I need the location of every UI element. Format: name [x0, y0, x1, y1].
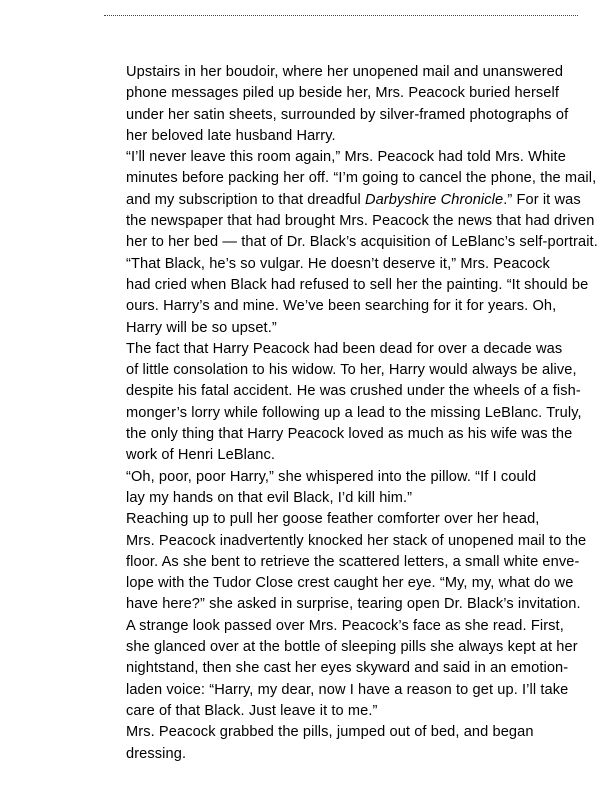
text-line: have here?” she asked in surprise, tearing open Dr. Black’s invitation.	[126, 596, 581, 613]
text-line: “That Black, he’s so vulgar. He doesn’t deserve it,” Mrs. Peacock	[126, 255, 550, 272]
text-segment: .” For it was	[503, 191, 581, 208]
paragraph-5	[104, 467, 580, 510]
text-line: monger’s lorry while following up a lead to the missing LeBlanc. Truly,	[126, 404, 582, 421]
text-line: nightstand, then she cast her eyes skyward and said in an emotion-	[126, 660, 569, 677]
text-line: care of that Black. Just leave it to me.”	[126, 702, 378, 719]
text-line: Mrs. Peacock grabbed the pills, jumped out of bed, and began	[126, 724, 534, 741]
text-line: her to her bed — that of Dr. Black’s acquisition of LeBlanc’s self-portrait.	[126, 234, 598, 251]
text-line: her beloved late husband Harry.	[126, 127, 336, 144]
text-line: Harry will be so upset.”	[126, 319, 277, 336]
text-line: under her satin sheets, surrounded by silver-framed photographs of	[126, 106, 569, 123]
text-line: “Oh, poor, poor Harry,” she whispered into the pillow. “If I could	[126, 468, 537, 485]
text-line: A strange look passed over Mrs. Peacock’s face as she read. First,	[126, 617, 564, 634]
text-line: Upstairs in her boudoir, where her unopened mail and unanswered	[126, 64, 564, 80]
text-line: the only thing that Harry Peacock loved as much as his wife was the	[126, 426, 573, 443]
story-text	[104, 62, 598, 765]
newspaper-title: Darbyshire Chronicle	[364, 191, 504, 208]
text-line: Reaching up to pull her goose feather comforter over her head,	[126, 511, 540, 528]
text-line: of little consolation to his widow. To her, Harry would always be alive,	[126, 362, 577, 379]
text-line: minutes before packing her off. “I’m going to cancel the phone, the mail,	[126, 170, 597, 187]
paragraph-2	[104, 147, 598, 253]
text-line: the newspaper that had brought Mrs. Peacock the news that had driven	[126, 213, 595, 230]
paragraph-4	[104, 339, 580, 467]
text-line: she glanced over at the bottle of sleeping pills she always kept at her	[126, 639, 578, 656]
text-line: had cried when Black had refused to sell her the painting. “It should be	[126, 276, 589, 293]
text-line: lope with the Tudor Close crest caught her eye. “My, my, what do we	[126, 575, 574, 592]
text-line: Mrs. Peacock inadvertently knocked her stack of unopened mail to the	[126, 532, 587, 549]
paragraph-6	[104, 509, 587, 615]
text-line: laden voice: “Harry, my dear, now I have a reason to get up. I’ll take	[126, 681, 569, 698]
text-line: phone messages piled up beside her, Mrs. Peacock buried herself	[126, 85, 560, 102]
paragraph-1	[104, 62, 580, 147]
text-line: work of Henri LeBlanc.	[126, 447, 276, 464]
text-line-with-italic-title	[104, 190, 580, 211]
paragraph-8	[104, 722, 580, 765]
header-dotted-rule	[104, 15, 578, 16]
text-segment: and my subscription to that dreadful	[126, 191, 365, 208]
text-line: The fact that Harry Peacock had been dead for over a decade was	[126, 340, 563, 357]
text-line: dressing.	[126, 745, 187, 762]
paragraph-7	[104, 616, 580, 722]
text-line: despite his fatal accident. He was crushed under the wheels of a fish-	[126, 383, 581, 400]
paragraph-3	[104, 254, 589, 339]
text-line: floor. As she bent to retrieve the scattered letters, a small white enve-	[126, 553, 580, 570]
text-line: “I’ll never leave this room again,” Mrs. Peacock had told Mrs. White	[126, 149, 566, 166]
text-line: lay my hands on that evil Black, I’d kill him.”	[126, 489, 413, 506]
text-line: ours. Harry’s and mine. We’ve been searching for it for years. Oh,	[126, 298, 557, 315]
